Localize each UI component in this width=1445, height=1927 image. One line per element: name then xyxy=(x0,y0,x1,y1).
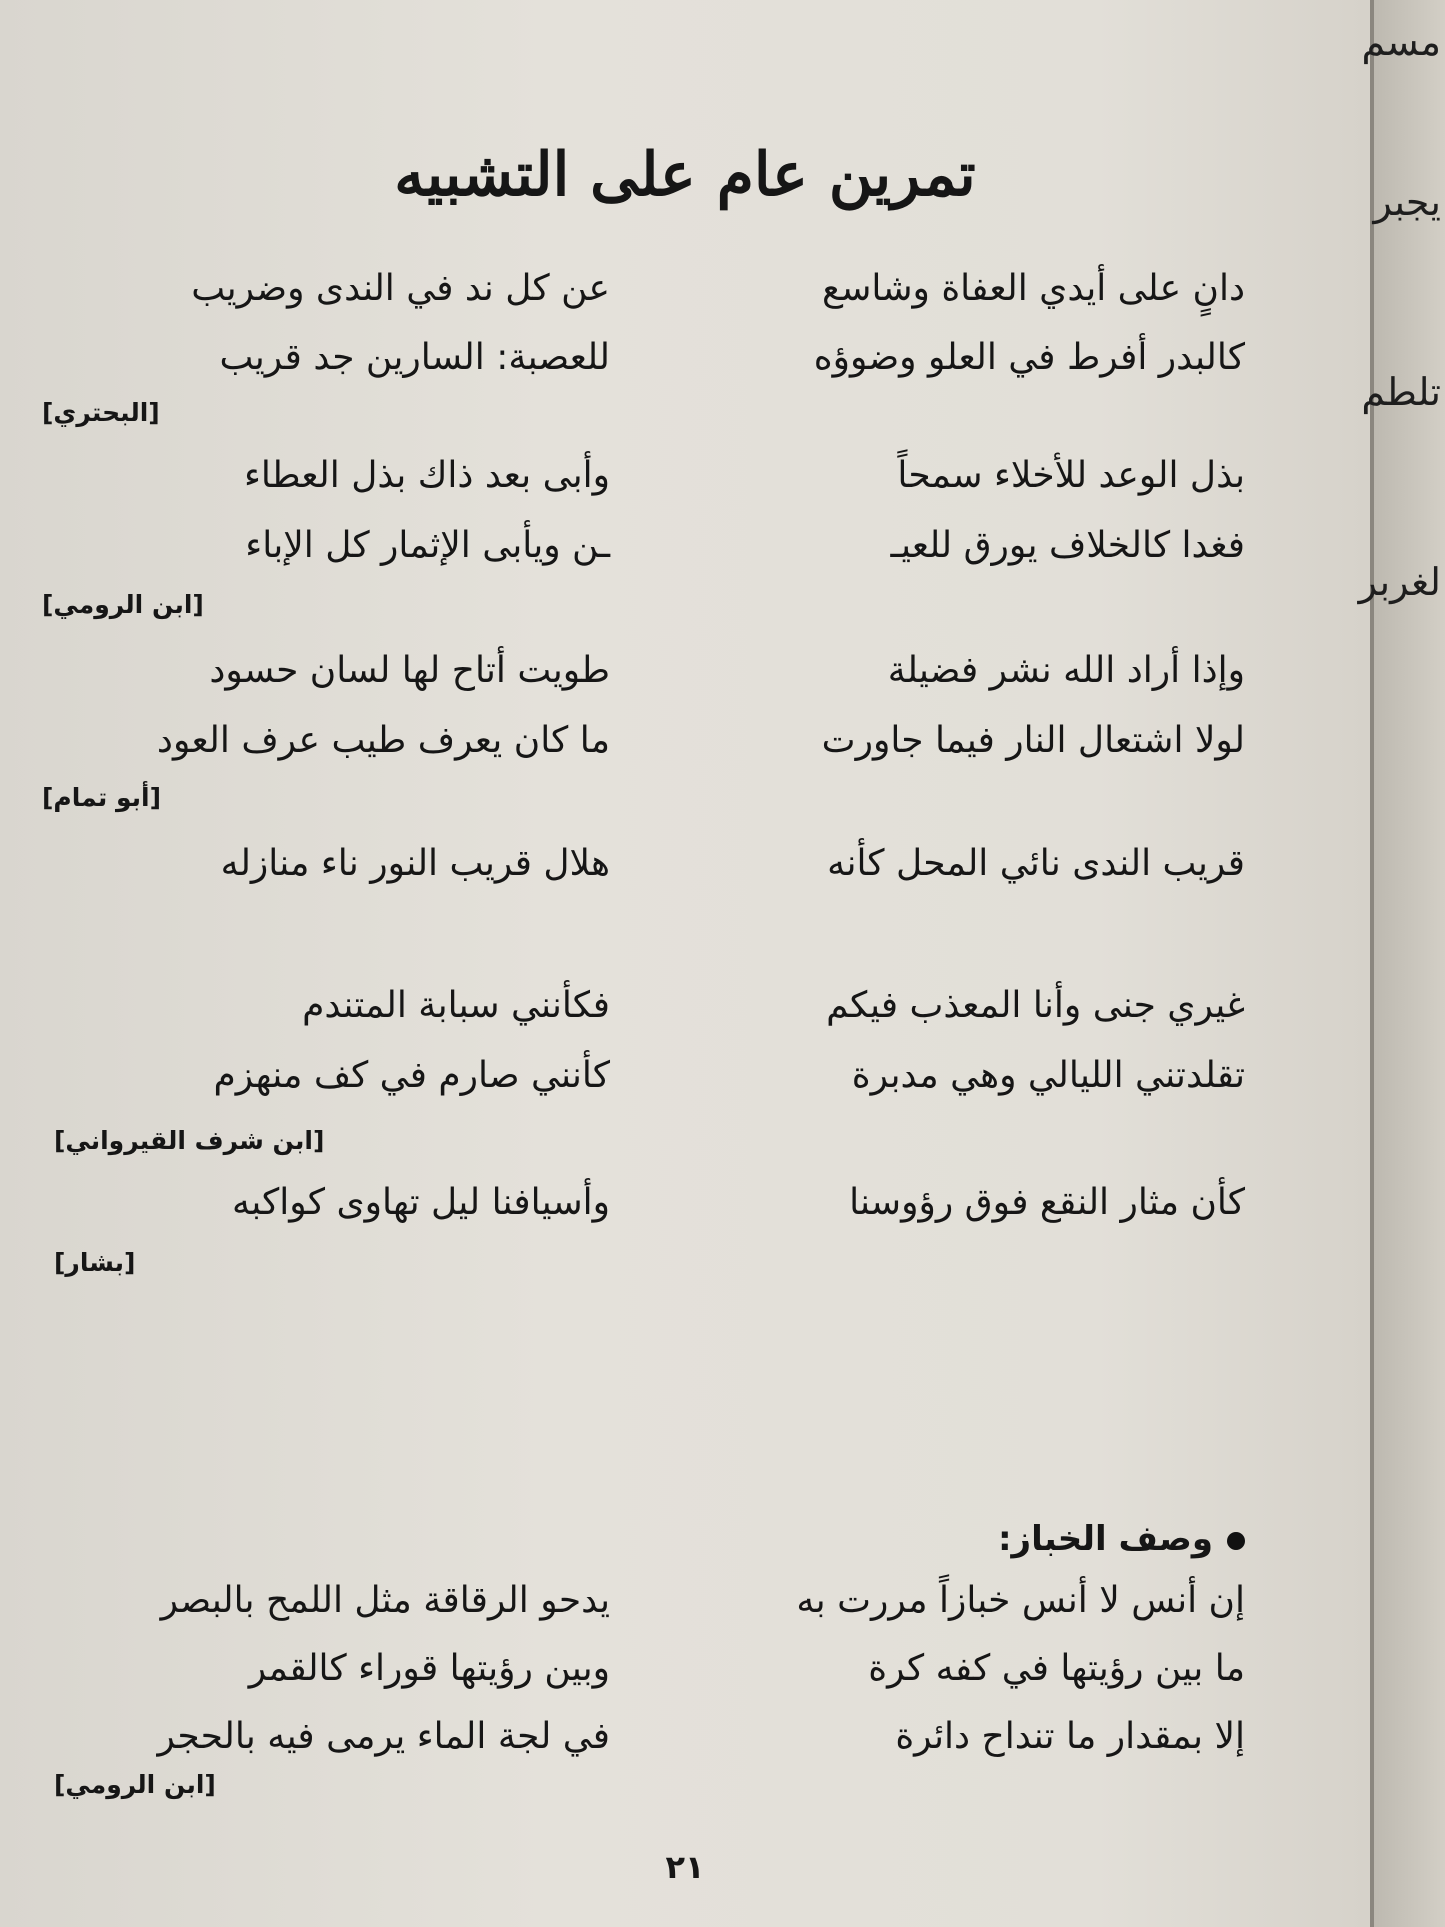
section-heading-text: وصف الخباز: xyxy=(997,1519,1213,1559)
adjacent-page-fragment: تلطم xyxy=(1361,370,1441,414)
verse-left-hemistich: طويت أتاح لها لسان حسود xyxy=(209,650,610,691)
poet-attribution: [ابن شرف القيرواني] xyxy=(54,1126,325,1155)
verse-left-hemistich: ـن ويأبى الإثمار كل الإباء xyxy=(245,525,610,566)
verse-left-hemistich: يدحو الرقاقة مثل اللمح بالبصر xyxy=(160,1580,610,1621)
poet-attribution: [ابن الرومي] xyxy=(42,590,204,619)
verse-left-hemistich: وأبى بعد ذاك بذل العطاء xyxy=(243,455,610,496)
verse-right-hemistich: غيري جنى وأنا المعذب فيكم xyxy=(826,985,1245,1026)
verse-right-hemistich: كالبدر أفرط في العلو وضوؤه xyxy=(813,337,1245,378)
poet-attribution: [أبو تمام] xyxy=(42,783,162,812)
verse-left-hemistich: عن كل ند في الندى وضريب xyxy=(191,268,610,309)
verse-right-hemistich: ما بين رؤيتها في كفه كرة xyxy=(868,1648,1245,1689)
verse-left-hemistich: للعصبة: السارين جد قريب xyxy=(219,337,610,378)
poet-attribution: [البحتري] xyxy=(42,398,160,427)
adjacent-page-fragment: يجبر xyxy=(1373,180,1441,224)
page-title: تمرين عام على التشبيه xyxy=(394,140,976,210)
page-number: ٢١ xyxy=(665,1848,705,1886)
adjacent-page-fragment: لغربر xyxy=(1358,560,1441,604)
poet-attribution: [ابن الرومي] xyxy=(54,1770,216,1799)
verse-right-hemistich: قريب الندى نائي المحل كأنه xyxy=(827,843,1245,884)
verse-right-hemistich: تقلدتني الليالي وهي مدبرة xyxy=(851,1055,1245,1096)
bullet-icon xyxy=(1227,1532,1245,1550)
verse-right-hemistich: وإذا أراد الله نشر فضيلة xyxy=(887,650,1245,691)
verse-right-hemistich: بذل الوعد للأخلاء سمحاً xyxy=(897,455,1245,496)
verse-left-hemistich: وأسيافنا ليل تهاوى كواكبه xyxy=(231,1182,610,1223)
adjacent-page-edge xyxy=(1358,0,1445,1927)
verse-left-hemistich: في لجة الماء يرمى فيه بالحجر xyxy=(157,1716,610,1757)
verse-right-hemistich: دانٍ على أيدي العفاة وشاسع xyxy=(822,268,1245,309)
verse-left-hemistich: فكأنني سبابة المتندم xyxy=(302,985,610,1026)
verse-left-hemistich: ما كان يعرف طيب عرف العود xyxy=(156,720,610,761)
verse-left-hemistich: هلال قريب النور ناء منازله xyxy=(220,843,610,884)
verse-left-hemistich: كأنني صارم في كف منهزم xyxy=(213,1055,610,1096)
verse-right-hemistich: إلا بمقدار ما تنداح دائرة xyxy=(895,1716,1245,1757)
section-heading xyxy=(998,1519,1245,1559)
verse-right-hemistich: كأن مثار النقع فوق رؤوسنا xyxy=(849,1182,1245,1223)
verse-right-hemistich: لولا اشتعال النار فيما جاورت xyxy=(821,720,1245,761)
verse-left-hemistich: وبين رؤيتها قوراء كالقمر xyxy=(248,1648,610,1689)
adjacent-page-fragment: مسم xyxy=(1361,20,1441,64)
verse-right-hemistich: إن أنس لا أنس خبازاً مررت به xyxy=(796,1580,1245,1621)
poet-attribution: [بشار] xyxy=(54,1248,136,1277)
verse-right-hemistich: فغدا كالخلاف يورق للعيـ xyxy=(890,525,1245,566)
